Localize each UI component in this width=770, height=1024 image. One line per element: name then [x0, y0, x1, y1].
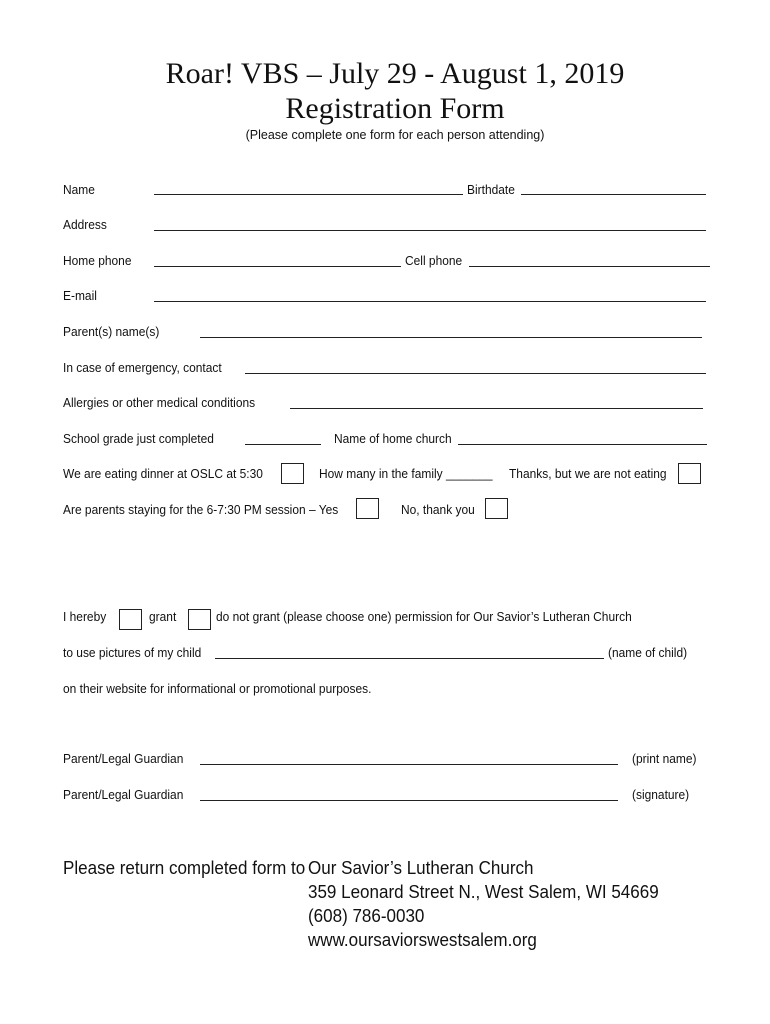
eating-dinner-checkbox[interactable]: [281, 463, 304, 484]
church-website: www.oursaviorswestsalem.org: [308, 929, 537, 950]
guardian-print-field[interactable]: [200, 764, 618, 765]
child-name-field[interactable]: [215, 658, 604, 659]
grant-label: grant: [149, 609, 177, 624]
session-no-label: No, thank you: [401, 502, 475, 517]
email-field[interactable]: [154, 301, 706, 302]
school-grade-field[interactable]: [245, 444, 321, 445]
email-label: E-mail: [63, 288, 97, 303]
home-church-label: Name of home church: [334, 431, 452, 446]
emergency-field[interactable]: [245, 373, 706, 374]
session-yes-label: Are parents staying for the 6-7:30 PM session – Yes: [63, 502, 339, 517]
parents-label: Parent(s) name(s): [63, 324, 160, 339]
form-subtitle-title: Registration Form: [285, 92, 505, 125]
do-not-grant-checkbox[interactable]: [188, 609, 211, 630]
do-not-grant-label: do not grant (please choose one) permission for Our Savior’s Lutheran Church: [216, 609, 632, 624]
birthdate-label: Birthdate: [467, 182, 515, 197]
form-instructions: (Please complete one form for each person attending): [245, 128, 545, 142]
guardian-print-label: Parent/Legal Guardian: [63, 751, 184, 766]
allergies-field[interactable]: [290, 408, 703, 409]
allergies-label: Allergies or other medical conditions: [63, 395, 256, 410]
form-title: Roar! VBS – July 29 - August 1, 2019: [165, 57, 625, 90]
use-pictures-label: to use pictures of my child: [63, 645, 202, 660]
church-address: 359 Leonard Street N., West Salem, WI 54669: [308, 881, 659, 902]
hereby-label: I hereby: [63, 609, 107, 624]
parents-field[interactable]: [200, 337, 702, 338]
church-phone: (608) 786-0030: [308, 905, 425, 926]
name-field[interactable]: [154, 194, 463, 195]
website-statement: on their website for informational or promotional purposes.: [63, 681, 372, 696]
home-church-field[interactable]: [458, 444, 707, 445]
session-no-checkbox[interactable]: [485, 498, 508, 519]
session-yes-checkbox[interactable]: [356, 498, 379, 519]
not-eating-checkbox[interactable]: [678, 463, 701, 484]
name-of-child-label: (name of child): [608, 645, 688, 660]
cell-phone-label: Cell phone: [405, 253, 463, 268]
school-grade-label: School grade just completed: [63, 431, 214, 446]
birthdate-field[interactable]: [521, 194, 706, 195]
guardian-signature-label: Parent/Legal Guardian: [63, 787, 184, 802]
how-many-label: How many in the family _______: [319, 466, 493, 481]
not-eating-label: Thanks, but we are not eating: [509, 466, 667, 481]
guardian-signature-field[interactable]: [200, 800, 618, 801]
church-name: Our Savior’s Lutheran Church: [308, 857, 534, 878]
signature-label: (signature): [632, 787, 690, 802]
print-name-label: (print name): [632, 751, 697, 766]
home-phone-field[interactable]: [154, 266, 401, 267]
eating-dinner-label: We are eating dinner at OSLC at 5:30: [63, 466, 263, 481]
name-label: Name: [63, 182, 95, 197]
home-phone-label: Home phone: [63, 253, 132, 268]
emergency-label: In case of emergency, contact: [63, 360, 222, 375]
cell-phone-field[interactable]: [469, 266, 710, 267]
grant-checkbox[interactable]: [119, 609, 142, 630]
return-label: Please return completed form to: [63, 857, 306, 878]
address-field[interactable]: [154, 230, 706, 231]
address-label: Address: [63, 217, 107, 232]
